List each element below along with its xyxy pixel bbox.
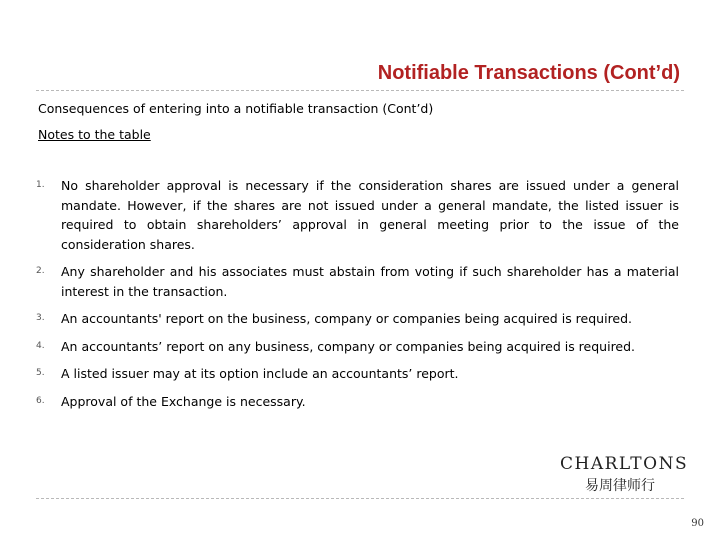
notes-list — [36, 176, 679, 419]
note-item — [36, 176, 679, 254]
logo-name: CHARLTONS — [560, 454, 689, 474]
notes-heading: Notes to the table — [38, 127, 151, 142]
note-number: 3. — [36, 313, 45, 323]
note-text: Approval of the Exchange is necessary. — [61, 393, 306, 409]
note-item — [36, 309, 679, 329]
charltons-logo — [560, 454, 689, 495]
bottom-divider — [36, 498, 684, 499]
logo-chinese-name: 易周律师行 — [585, 478, 655, 494]
slide-title: Notifiable Transactions (Cont’d) — [377, 62, 680, 84]
note-text: A listed issuer may at its option include an accountants’ report. — [61, 366, 459, 381]
note-number: 5. — [36, 368, 45, 378]
note-item — [36, 364, 679, 384]
note-text: An accountants’ report on any business, company or companies being acquired is required. — [61, 338, 636, 354]
note-text: No shareholder approval is necessary if the consideration shares are issued under a general mandate. However, if the shares are not issued under a general mandate, the listed issuer is required to obtain shareholders’ approval in general meeting prior to the issue of the consideration shares. — [61, 178, 679, 252]
page-number: 90 — [691, 518, 704, 529]
note-number: 2. — [36, 266, 45, 276]
note-item — [36, 262, 679, 301]
note-text: Any shareholder and his associates must abstain from voting if such shareholder has a material interest in the transaction. — [61, 264, 679, 299]
note-number: 4. — [36, 340, 45, 351]
note-text: An accountants' report on the business, company or companies being acquired is required. — [61, 311, 633, 326]
top-divider — [36, 90, 684, 91]
note-item — [36, 337, 679, 357]
note-number: 6. — [36, 395, 45, 406]
slide-subtitle: Consequences of entering into a notifiable transaction (Cont’d) — [38, 101, 434, 116]
note-item — [36, 392, 679, 412]
note-number: 1. — [36, 180, 45, 190]
